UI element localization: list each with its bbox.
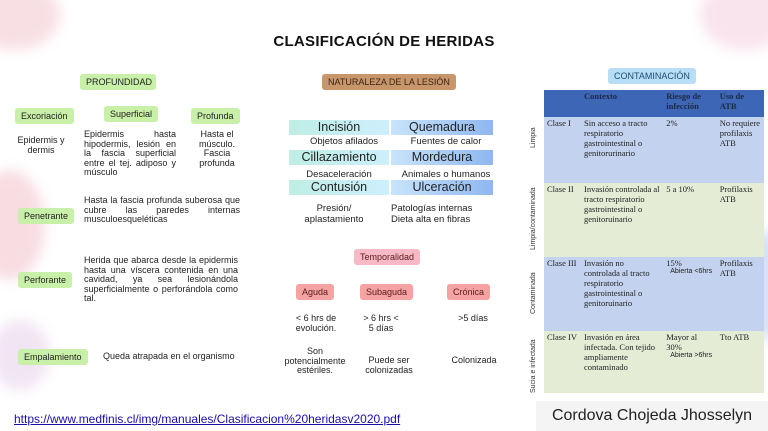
side-label-limpia-contaminada: Limpia/contaminada bbox=[530, 187, 537, 250]
label-profunda: Profunda bbox=[191, 108, 240, 124]
cell-contexto: Invasión en área infectada. Con tejido ampliamente contaminado bbox=[581, 331, 663, 393]
label-perforante: Perforante bbox=[18, 272, 72, 288]
nature-quemadura: Quemadura bbox=[391, 120, 493, 135]
riesgo-value: 15% bbox=[666, 258, 682, 268]
floral-decoration bbox=[0, 170, 45, 280]
nature-incision: Incisión bbox=[289, 120, 389, 135]
cell-riesgo bbox=[663, 257, 716, 331]
label-empalamiento: Empalamiento bbox=[18, 349, 88, 365]
label-aguda: Aguda bbox=[296, 284, 334, 300]
cell-atb: No requiere profilaxis ATB bbox=[717, 117, 764, 183]
cell-riesgo bbox=[663, 183, 716, 257]
cell-contexto: Invasión no controlada al tracto respiratorio gastrointestinal o genitoruinario bbox=[581, 257, 663, 331]
cell-clase: Clase I bbox=[544, 117, 581, 183]
author-name: Cordova Chojeda Jhosselyn bbox=[536, 401, 768, 431]
section-header-profundidad: PROFUNDIDAD bbox=[80, 74, 156, 90]
desc-profunda: Hasta el músculo. Fascia profunda bbox=[198, 129, 235, 168]
riesgo-note: Abierta <6hrs bbox=[670, 268, 713, 275]
table-header-contexto: Contexto bbox=[581, 90, 663, 117]
page-title: CLASIFICACIÓN DE HERIDAS bbox=[273, 33, 495, 50]
nature-contusion: Contusión bbox=[289, 180, 389, 195]
riesgo-value: 5 a 10% bbox=[666, 184, 695, 194]
nature-contusion-desc: Presión/ aplastamiento bbox=[304, 203, 364, 225]
table-row bbox=[544, 331, 764, 393]
section-header-naturaleza: NATURALEZA DE LA LESIÓN bbox=[322, 74, 456, 90]
table-row bbox=[544, 183, 764, 257]
cell-riesgo bbox=[663, 331, 716, 393]
table-row bbox=[544, 257, 764, 331]
cell-clase: Clase IV bbox=[544, 331, 581, 393]
label-cronica: Crónica bbox=[447, 284, 490, 300]
cell-riesgo bbox=[663, 117, 716, 183]
section-header-temporalidad: Temporalidad bbox=[354, 249, 420, 265]
nature-mordedura: Mordedura bbox=[391, 150, 493, 165]
cell-contexto: Invasión controlada al tracto respiratorio gastrointestinal o genitoruinario bbox=[581, 183, 663, 257]
riesgo-value: 2% bbox=[666, 118, 678, 128]
label-penetrante: Penetrante bbox=[18, 208, 74, 224]
table-header-empty bbox=[544, 90, 581, 117]
desc-cronica: Colonizada bbox=[451, 355, 497, 365]
nature-quemadura-desc: Fuentes de calor bbox=[410, 136, 482, 147]
desc-perforante: Herida que abarca desde la epidermis hasta una víscera contenida en una cavidad, ya sea lesionándola superficialmente o perforándola como tal. bbox=[84, 255, 238, 303]
time-aguda: < 6 hrs de evolución. bbox=[295, 313, 337, 333]
cell-clase: Clase II bbox=[544, 183, 581, 257]
label-subaguda: Subaguda bbox=[360, 284, 413, 300]
desc-superficial: Epidermis hasta hipodermis, lesión en la fascia superficial entre el tej. adiposo y músculo bbox=[84, 129, 176, 177]
table-row bbox=[544, 117, 764, 183]
side-label-sucia-infectada: Sucia e infectada bbox=[530, 339, 537, 393]
side-label-limpia: Limpia bbox=[530, 127, 537, 148]
source-link[interactable]: https://www.medfinis.cl/img/manuales/Clasificacion%20heridasv2020.pdf bbox=[14, 412, 401, 426]
desc-penetrante: Hasta la fascia profunda suberosa que cubre las paredes internas musculoesqueléticas bbox=[84, 195, 240, 224]
desc-excoriacion: Epidermis y dermis bbox=[17, 135, 65, 155]
time-subaguda: > 6 hrs < 5 días bbox=[363, 313, 399, 333]
label-excoriacion: Excoriación bbox=[15, 108, 74, 124]
cell-atb: Tto ATB bbox=[717, 331, 764, 393]
contamination-table bbox=[544, 90, 764, 393]
nature-cillazamiento: Cillazamiento bbox=[289, 150, 389, 165]
label-superficial: Superficial bbox=[104, 106, 158, 122]
nature-ulceracion: Ulceración bbox=[391, 180, 493, 195]
nature-mordedura-desc: Animales o humanos bbox=[401, 169, 491, 180]
table-header-atb: Uso de ATB bbox=[717, 90, 764, 117]
cell-contexto: Sin acceso a tracto respiratorio gastrointestinal o genitorurinario bbox=[581, 117, 663, 183]
time-cronica: >5 días bbox=[458, 313, 488, 323]
table-header-riesgo: Riesgo de infección bbox=[663, 90, 716, 117]
section-header-contaminacion: CONTAMINACIÓN bbox=[608, 68, 696, 84]
side-label-contaminada: Contaminada bbox=[530, 272, 537, 314]
desc-empalamiento: Queda atrapada en el organismo bbox=[103, 351, 235, 361]
nature-ulceracion-desc: Patologías internas Dieta alta en fibras bbox=[391, 203, 473, 225]
nature-cillazamiento-desc: Desaceleración bbox=[306, 169, 372, 180]
cell-clase: Clase III bbox=[544, 257, 581, 331]
cell-atb: Profilaxis ATB bbox=[717, 183, 764, 257]
nature-incision-desc: Objetos afilados bbox=[309, 136, 379, 147]
riesgo-value: Mayor al 30% bbox=[666, 332, 698, 352]
cell-atb: Profilaxis ATB bbox=[717, 257, 764, 331]
desc-subaguda: Puede ser colonizadas bbox=[365, 355, 413, 375]
riesgo-note: Abierta >6hrs bbox=[670, 352, 713, 359]
desc-aguda: Son potencialmente estériles. bbox=[284, 346, 346, 375]
